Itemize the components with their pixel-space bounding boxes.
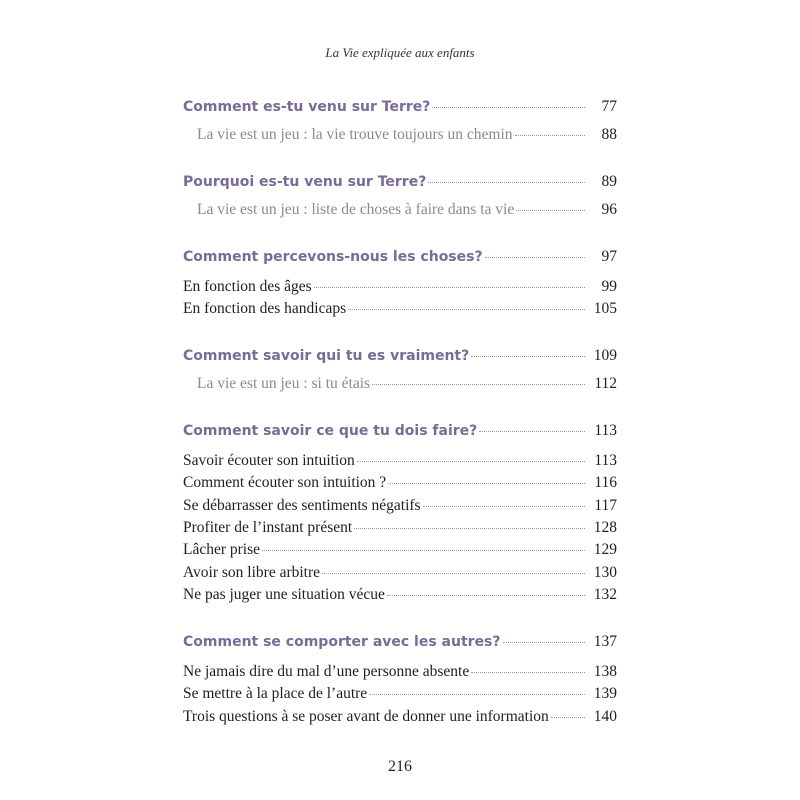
dot-leader: [314, 287, 585, 288]
toc-entry: [183, 298, 617, 320]
toc-entry-title: Comment écouter son intuition ?: [183, 474, 387, 492]
toc-page-number: 140: [593, 707, 617, 725]
dot-leader: [515, 135, 585, 136]
toc-entry-title: En fonction des âges: [183, 277, 312, 295]
dot-leader: [322, 573, 585, 574]
toc-page-number: 89: [601, 172, 617, 190]
toc-chapter-heading: [183, 246, 617, 268]
toc-section: [183, 171, 617, 222]
toc-page-number: 130: [593, 563, 617, 581]
toc-entry: [183, 495, 617, 517]
page-number: 216: [388, 758, 412, 775]
toc-entry-title: Lâcher prise: [183, 541, 261, 559]
toc-entry: [183, 472, 617, 494]
toc-entry-title: Ne pas juger une situation vécue: [183, 586, 385, 604]
toc-entry-title: La vie est un jeu : la vie trouve toujours un chemin: [197, 126, 513, 144]
toc-section: [183, 96, 617, 147]
toc-page-number: 138: [593, 663, 617, 681]
toc-entry-title: La vie est un jeu : si tu étais: [197, 375, 371, 393]
dot-leader: [357, 461, 585, 462]
toc-entry-title: Comment se comporter avec les autres?: [183, 633, 501, 650]
toc-page-number: 99: [601, 277, 617, 295]
toc-entry-title: Ne jamais dire du mal d’une personne absente: [183, 663, 470, 681]
toc-entry: [183, 661, 617, 683]
table-of-contents: [183, 96, 617, 752]
toc-entry-title: Se débarrasser des sentiments négatifs: [183, 496, 421, 514]
dot-leader: [348, 309, 585, 310]
toc-page-number: 96: [601, 201, 617, 219]
toc-entry-title: En fonction des handicaps: [183, 300, 347, 318]
dot-leader: [388, 483, 585, 484]
dot-leader: [354, 528, 585, 529]
toc-entry: [183, 683, 617, 705]
toc-entry: [183, 539, 617, 561]
toc-entry-title: Comment savoir qui tu es vraiment?: [183, 347, 470, 364]
dot-leader: [485, 257, 585, 258]
running-title: La Vie expliquée aux enfants: [325, 45, 475, 60]
toc-entry-title: Trois questions à se poser avant de donner une information: [183, 707, 549, 725]
dot-leader: [428, 182, 585, 183]
toc-entry-title: Comment es-tu venu sur Terre?: [183, 99, 431, 115]
toc-entry: [183, 517, 617, 539]
dot-leader: [262, 550, 585, 551]
dot-leader: [479, 431, 585, 432]
toc-chapter-heading: [183, 420, 617, 442]
toc-entry-title: Savoir écouter son intuition: [183, 451, 355, 469]
toc-section: [183, 631, 617, 729]
dot-leader: [471, 672, 585, 673]
toc-page-number: 128: [593, 519, 617, 537]
toc-chapter-heading: [183, 345, 617, 367]
toc-page-number: 132: [593, 586, 617, 604]
dot-leader: [423, 506, 585, 507]
toc-entry-title: Se mettre à la place de l’autre: [183, 685, 368, 703]
toc-entry: [183, 276, 617, 298]
dot-leader: [432, 107, 585, 108]
toc-subentry: [183, 373, 617, 395]
dot-leader: [551, 717, 585, 718]
dot-leader: [471, 356, 585, 357]
toc-entry-title: Comment savoir ce que tu dois faire?: [183, 422, 478, 439]
dot-leader: [387, 595, 585, 596]
dot-leader: [516, 210, 585, 211]
toc-entry: [183, 706, 617, 728]
dot-leader: [369, 694, 585, 695]
toc-section: [183, 246, 617, 321]
toc-entry: [183, 450, 617, 472]
toc-entry-title: Avoir son libre arbitre: [183, 563, 321, 581]
toc-entry: [183, 584, 617, 606]
toc-page-number: 139: [593, 685, 617, 703]
toc-entry: [183, 562, 617, 584]
toc-page-number: 88: [601, 126, 617, 144]
toc-entry-title: Pourquoi es-tu venu sur Terre?: [183, 173, 427, 190]
toc-page-number: 109: [593, 346, 617, 364]
toc-page-number: 77: [601, 98, 617, 115]
toc-page-number: 129: [593, 541, 617, 559]
toc-page-number: 137: [593, 632, 617, 650]
toc-page-number: 117: [594, 496, 617, 514]
toc-subentry: [183, 199, 617, 221]
toc-section: [183, 345, 617, 396]
toc-entry-title: Profiter de l’instant présent: [183, 519, 353, 537]
dot-leader: [503, 642, 585, 643]
toc-entry-title: Comment percevons-nous les choses?: [183, 248, 483, 265]
toc-chapter-heading: [183, 631, 617, 653]
toc-chapter-heading: [183, 171, 617, 193]
toc-page-number: 97: [601, 247, 617, 265]
toc-page-number: 113: [594, 421, 617, 439]
toc-page-number: 116: [594, 474, 617, 492]
toc-chapter-heading: [183, 96, 617, 118]
toc-subentry: [183, 124, 617, 146]
dot-leader: [372, 384, 585, 385]
toc-section: [183, 420, 617, 607]
toc-page-number: 105: [593, 300, 617, 318]
toc-page-number: 113: [594, 451, 617, 469]
toc-page-number: 112: [594, 375, 617, 393]
toc-entry-title: La vie est un jeu : liste de choses à faire dans ta vie: [197, 201, 515, 219]
